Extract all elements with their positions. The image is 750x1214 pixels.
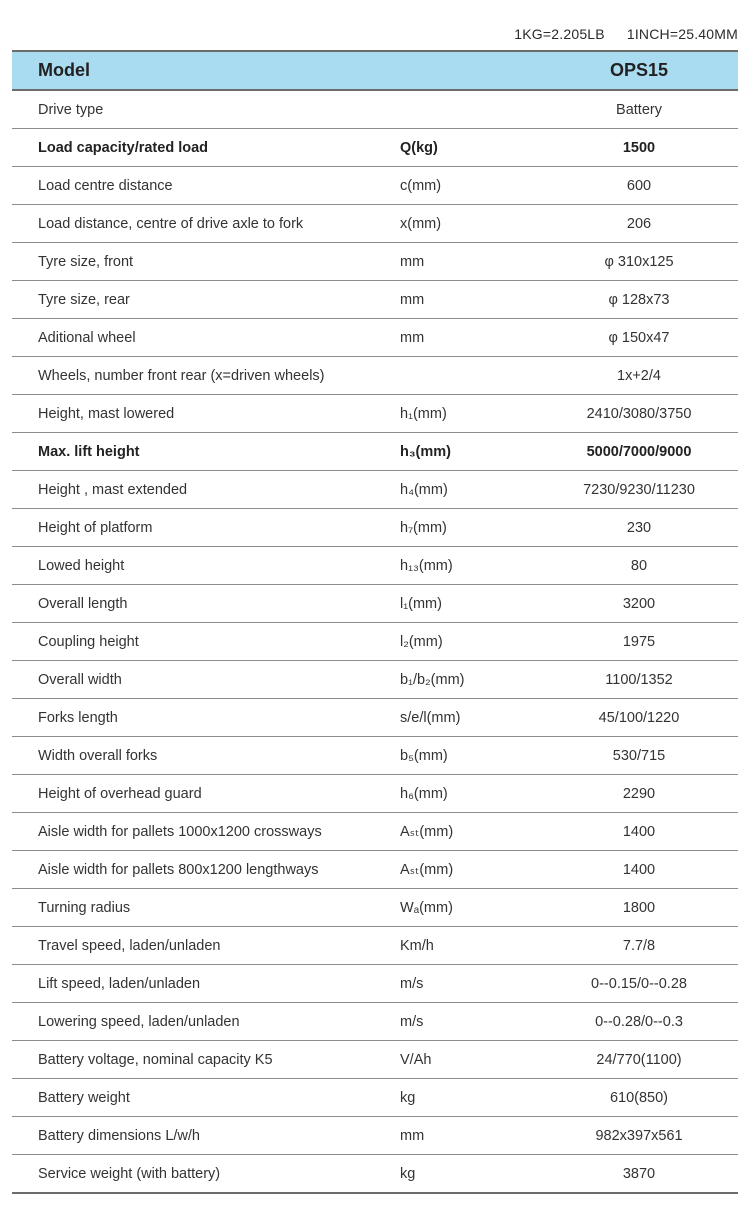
spec-value: 1400 xyxy=(540,813,738,851)
spec-value: 610(850) xyxy=(540,1079,738,1117)
spec-unit: Aₛₜ(mm) xyxy=(400,813,540,851)
spec-parameter: Overall length xyxy=(12,585,400,623)
table-row xyxy=(12,1155,738,1194)
spec-unit: m/s xyxy=(400,965,540,1003)
spec-value: 1800 xyxy=(540,889,738,927)
spec-parameter: Coupling height xyxy=(12,623,400,661)
spec-unit: Km/h xyxy=(400,927,540,965)
spec-parameter: Battery weight xyxy=(12,1079,400,1117)
spec-value: 45/100/1220 xyxy=(540,699,738,737)
specification-table-body xyxy=(12,51,738,1193)
spec-parameter: Aisle width for pallets 800x1200 lengthways xyxy=(12,851,400,889)
spec-value: 1975 xyxy=(540,623,738,661)
spec-unit: mm xyxy=(400,319,540,357)
spec-value: 7230/9230/11230 xyxy=(540,471,738,509)
table-row xyxy=(12,1041,738,1079)
spec-value: 7.7/8 xyxy=(540,927,738,965)
table-row xyxy=(12,471,738,509)
spec-parameter: Lowering speed, laden/unladen xyxy=(12,1003,400,1041)
table-row xyxy=(12,661,738,699)
spec-parameter: Drive type xyxy=(12,90,400,129)
table-row xyxy=(12,965,738,1003)
spec-unit: b₁/b₂(mm) xyxy=(400,661,540,699)
spec-parameter: Load centre distance xyxy=(12,167,400,205)
spec-unit: l₁(mm) xyxy=(400,585,540,623)
spec-value: φ 128x73 xyxy=(540,281,738,319)
specification-table xyxy=(12,50,738,1194)
spec-value: 206 xyxy=(540,205,738,243)
table-row xyxy=(12,889,738,927)
spec-value: 3200 xyxy=(540,585,738,623)
spec-unit: mm xyxy=(400,243,540,281)
spec-parameter: Lift speed, laden/unladen xyxy=(12,965,400,1003)
spec-parameter: Tyre size, front xyxy=(12,243,400,281)
spec-unit: kg xyxy=(400,1079,540,1117)
table-row xyxy=(12,509,738,547)
spec-parameter: Tyre size, rear xyxy=(12,281,400,319)
spec-value: 0--0.15/0--0.28 xyxy=(540,965,738,1003)
table-row xyxy=(12,775,738,813)
spec-unit: l₂(mm) xyxy=(400,623,540,661)
table-row xyxy=(12,319,738,357)
spec-value: φ 310x125 xyxy=(540,243,738,281)
table-row xyxy=(12,585,738,623)
spec-parameter: Wheels, number front rear (x=driven wheels) xyxy=(12,357,400,395)
spec-parameter: Aditional wheel xyxy=(12,319,400,357)
header-unit-cell xyxy=(400,51,540,90)
table-row xyxy=(12,1117,738,1155)
table-row xyxy=(12,357,738,395)
table-header-row xyxy=(12,51,738,90)
table-row xyxy=(12,927,738,965)
spec-value: 5000/7000/9000 xyxy=(540,433,738,471)
spec-unit: m/s xyxy=(400,1003,540,1041)
table-row xyxy=(12,167,738,205)
table-row xyxy=(12,205,738,243)
spec-value: 1x+2/4 xyxy=(540,357,738,395)
spec-value: 230 xyxy=(540,509,738,547)
spec-unit xyxy=(400,90,540,129)
table-row xyxy=(12,243,738,281)
table-row xyxy=(12,129,738,167)
spec-value: 3870 xyxy=(540,1155,738,1194)
spec-value: 0--0.28/0--0.3 xyxy=(540,1003,738,1041)
spec-value: 1100/1352 xyxy=(540,661,738,699)
spec-unit: kg xyxy=(400,1155,540,1194)
spec-value: 530/715 xyxy=(540,737,738,775)
table-row xyxy=(12,395,738,433)
table-row xyxy=(12,813,738,851)
table-row xyxy=(12,1079,738,1117)
spec-parameter: Overall width xyxy=(12,661,400,699)
spec-value: 80 xyxy=(540,547,738,585)
spec-parameter: Battery dimensions L/w/h xyxy=(12,1117,400,1155)
spec-unit: b₅(mm) xyxy=(400,737,540,775)
spec-value: φ 150x47 xyxy=(540,319,738,357)
spec-parameter: Aisle width for pallets 1000x1200 crossways xyxy=(12,813,400,851)
spec-value: 1500 xyxy=(540,129,738,167)
table-row xyxy=(12,851,738,889)
spec-parameter: Height of overhead guard xyxy=(12,775,400,813)
spec-value: 1400 xyxy=(540,851,738,889)
spec-unit: s/e/l(mm) xyxy=(400,699,540,737)
header-model-value: OPS15 xyxy=(540,51,738,90)
spec-value: Battery xyxy=(540,90,738,129)
spec-unit: h₄(mm) xyxy=(400,471,540,509)
header-model-label: Model xyxy=(12,51,400,90)
spec-parameter: Lowed height xyxy=(12,547,400,585)
inch-mm-conversion: 1INCH=25.40MM xyxy=(626,26,738,42)
spec-parameter: Travel speed, laden/unladen xyxy=(12,927,400,965)
table-row xyxy=(12,281,738,319)
spec-parameter: Forks length xyxy=(12,699,400,737)
spec-unit xyxy=(400,357,540,395)
spec-unit: h₇(mm) xyxy=(400,509,540,547)
table-row xyxy=(12,737,738,775)
table-row xyxy=(12,433,738,471)
spec-unit: h₁₃(mm) xyxy=(400,547,540,585)
spec-parameter: Height , mast extended xyxy=(12,471,400,509)
spec-unit: h₁(mm) xyxy=(400,395,540,433)
spec-parameter: Load distance, centre of drive axle to fork xyxy=(12,205,400,243)
spec-parameter: Width overall forks xyxy=(12,737,400,775)
spec-unit: x(mm) xyxy=(400,205,540,243)
spec-value: 2290 xyxy=(540,775,738,813)
spec-unit: h₆(mm) xyxy=(400,775,540,813)
spec-parameter: Height, mast lowered xyxy=(12,395,400,433)
spec-parameter: Battery voltage, nominal capacity K5 xyxy=(12,1041,400,1079)
table-row xyxy=(12,699,738,737)
spec-unit: mm xyxy=(400,281,540,319)
table-row xyxy=(12,623,738,661)
kg-lb-conversion: 1KG=2.205LB xyxy=(514,26,605,42)
spec-value: 2410/3080/3750 xyxy=(540,395,738,433)
spec-unit: mm xyxy=(400,1117,540,1155)
spec-unit: Aₛₜ(mm) xyxy=(400,851,540,889)
spec-unit: Q(kg) xyxy=(400,129,540,167)
spec-parameter: Turning radius xyxy=(12,889,400,927)
table-row xyxy=(12,1003,738,1041)
spec-parameter: Max. lift height xyxy=(12,433,400,471)
spec-unit: V/Ah xyxy=(400,1041,540,1079)
spec-value: 24/770(1100) xyxy=(540,1041,738,1079)
unit-conversion-note xyxy=(514,26,738,42)
spec-unit: Wₐ(mm) xyxy=(400,889,540,927)
spec-unit: c(mm) xyxy=(400,167,540,205)
table-row xyxy=(12,90,738,129)
spec-parameter: Service weight (with battery) xyxy=(12,1155,400,1194)
table-row xyxy=(12,547,738,585)
spec-unit: h₃(mm) xyxy=(400,433,540,471)
spec-parameter: Height of platform xyxy=(12,509,400,547)
spec-parameter: Load capacity/rated load xyxy=(12,129,400,167)
spec-value: 982x397x561 xyxy=(540,1117,738,1155)
spec-value: 600 xyxy=(540,167,738,205)
